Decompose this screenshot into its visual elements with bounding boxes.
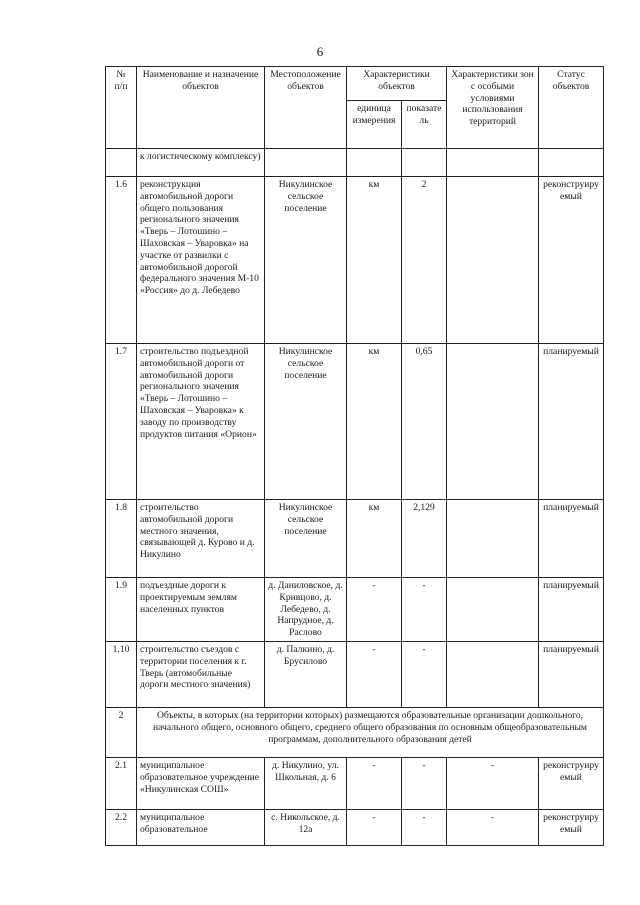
row-status: планируемый (539, 578, 604, 642)
row-num (106, 149, 137, 177)
table-row (106, 758, 604, 810)
section-row (106, 708, 604, 758)
row-zones (447, 344, 539, 500)
row-status: реконструируемый (539, 177, 604, 344)
row-value: 2 (402, 177, 447, 344)
table-row (106, 344, 604, 500)
row-status: реконструируемый (539, 810, 604, 846)
row-value: - (402, 810, 447, 846)
table-row (106, 500, 604, 578)
row-zones (447, 149, 539, 177)
row-unit: км (347, 344, 402, 500)
header-value: показатель (402, 101, 447, 149)
header-num: № п/п (106, 67, 137, 149)
row-location: д. Даниловское, д. Кривцово, д. Лебедево, д. Напрудное, д. Раслово (265, 578, 347, 642)
row-location (265, 149, 347, 177)
row-num: 1.7 (106, 344, 137, 500)
row-value (402, 149, 447, 177)
header-row (106, 67, 604, 101)
row-name: к логистическому комплексу) (137, 149, 265, 177)
row-name: строительство подъездной автомобильной дороги от автомобильной дороги регионального значения «Тверь – Лотошино – Шаховская – Уваровка» к заводу по производству продуктов питания «Орион» (137, 344, 265, 500)
header-location: Местоположение объектов (265, 67, 347, 149)
row-num: 1.6 (106, 177, 137, 344)
table-row (106, 149, 604, 177)
row-value: - (402, 758, 447, 810)
row-unit (347, 149, 402, 177)
row-unit: км (347, 500, 402, 578)
objects-table (105, 66, 604, 846)
row-location: Никулинское сельское поселение (265, 500, 347, 578)
row-value: - (402, 578, 447, 642)
header-zones: Характеристики зон с особыми условиями использования территорий (447, 67, 539, 149)
row-unit: - (347, 810, 402, 846)
row-location: д. Палкино, д. Брусилово (265, 642, 347, 708)
table-row (106, 810, 604, 846)
row-name: строительство автомобильной дороги местного значения, связывающей д. Курово и д. Никулино (137, 500, 265, 578)
header-name: Наименование и назначение объектов (137, 67, 265, 149)
row-num: 1.8 (106, 500, 137, 578)
page-number: 6 (316, 44, 324, 59)
row-status: реконструируемый (539, 758, 604, 810)
section-title: Объекты, в которых (на территории которых) размещаются образовательные организации дошкольного, начального общего, основного общего, среднего общего образования по основным общеобразовательным программам, дополнительного образования детей (137, 708, 604, 758)
row-location: Никулинское сельское поселение (265, 177, 347, 344)
row-unit: - (347, 578, 402, 642)
row-name: муниципальное образовательное (137, 810, 265, 846)
table-row (106, 578, 604, 642)
row-name: строительство съездов с территории поселения к г. Тверь (автомобильные дороги местного значения) (137, 642, 265, 708)
row-zones (447, 642, 539, 708)
row-name: муниципальное образовательное учреждение «Никулинская СОШ» (137, 758, 265, 810)
row-zones (447, 578, 539, 642)
row-status: планируемый (539, 344, 604, 500)
row-zones: - (447, 758, 539, 810)
header-status: Статус объектов (539, 67, 604, 149)
row-unit: км (347, 177, 402, 344)
row-num: 2.2 (106, 810, 137, 846)
table-row (106, 177, 604, 344)
row-zones (447, 500, 539, 578)
row-location: с. Никольское, д. 12а (265, 810, 347, 846)
row-zones (447, 177, 539, 344)
row-status (539, 149, 604, 177)
row-num: 1.9 (106, 578, 137, 642)
row-status: планируемый (539, 500, 604, 578)
row-zones: - (447, 810, 539, 846)
row-status: планируемый (539, 642, 604, 708)
row-location: Никулинское сельское поселение (265, 344, 347, 500)
row-location: д. Никулино, ул. Школьная, д. 6 (265, 758, 347, 810)
row-value: - (402, 642, 447, 708)
row-name: подъездные дороги к проектируемым землям населенных пунктов (137, 578, 265, 642)
header-characteristics: Характеристики объектов (347, 67, 447, 101)
header-unit: единица измерения (347, 101, 402, 149)
row-unit: - (347, 642, 402, 708)
row-num: 2.1 (106, 758, 137, 810)
section-num: 2 (106, 708, 137, 758)
row-value: 0,65 (402, 344, 447, 500)
row-value: 2,129 (402, 500, 447, 578)
row-num: 1.10 (106, 642, 137, 708)
row-unit: - (347, 758, 402, 810)
row-name: реконструкция автомобильной дороги общего пользования регионального значения «Тверь – Лотошино – Шаховская – Уваровка» на участке от развилки с автомобильной дорогой федерального значения М-10 «Россия» до д. Лебедево (137, 177, 265, 344)
table-row (106, 642, 604, 708)
